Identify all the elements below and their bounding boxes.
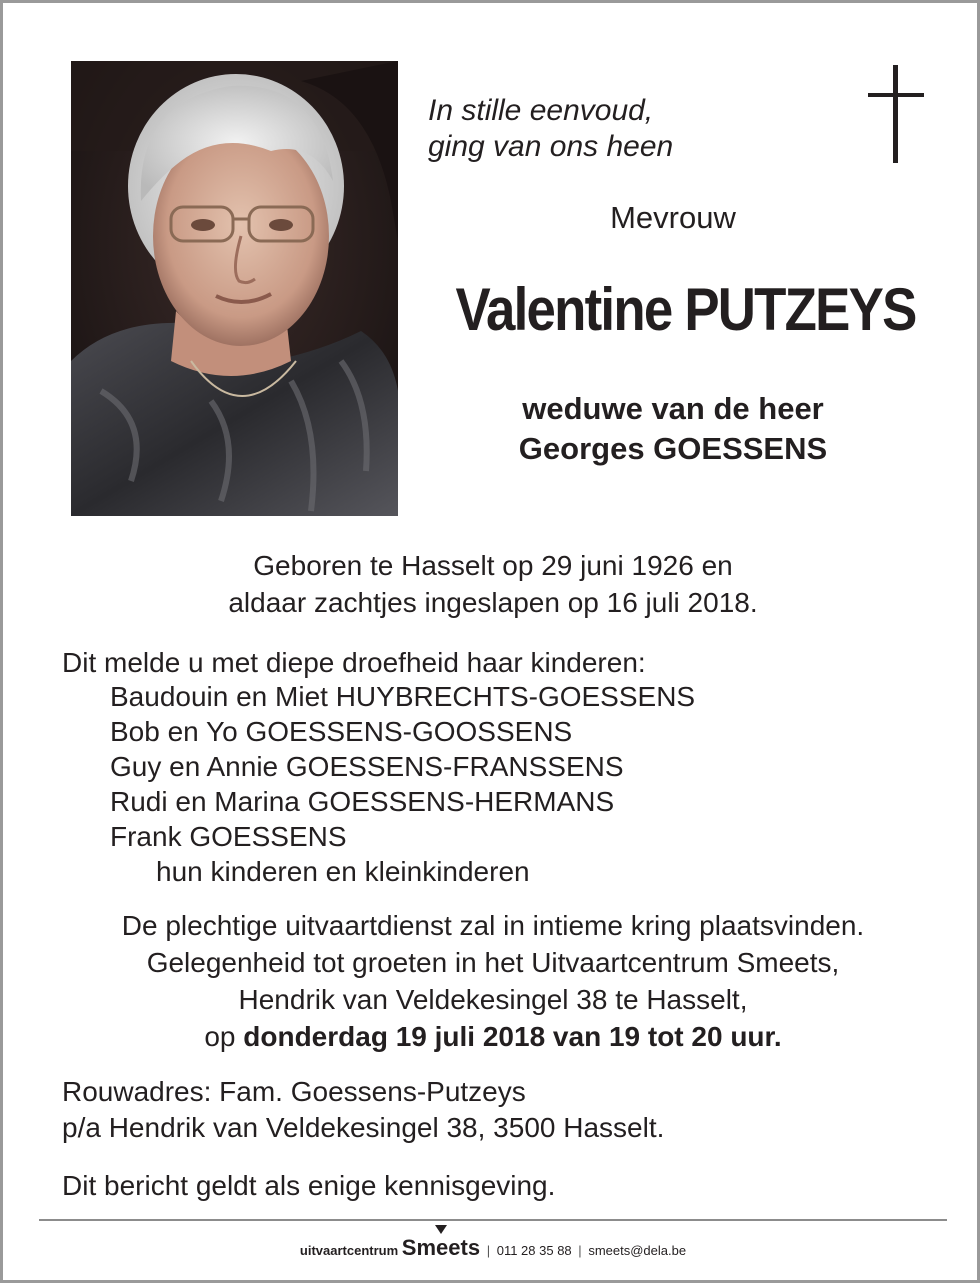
- triangle-icon: [435, 1225, 447, 1234]
- service-line-2: Gelegenheid tot groeten in het Uitvaartcentrum Smeets,: [146, 947, 840, 978]
- children-list: [110, 679, 695, 854]
- service-date: donderdag 19 juli 2018 van 19 tot 20 uur.: [243, 1021, 782, 1052]
- list-item: Guy en Annie GOESSENS-FRANSSENS: [110, 751, 624, 782]
- footer: [3, 1235, 980, 1261]
- intro-line-2: ging van ons heen: [428, 130, 674, 163]
- funeral-service-info: [3, 907, 980, 1055]
- list-item: Baudouin en Miet HUYBRECHTS-GOESSENS: [110, 681, 696, 712]
- address-line-1: Rouwadres: Fam. Goessens-Putzeys: [62, 1076, 526, 1107]
- list-item: Rudi en Marina GOESSENS-HERMANS: [110, 786, 615, 817]
- list-item: Frank GOESSENS: [110, 821, 347, 852]
- service-line-3: Hendrik van Veldekesingel 38 te Hasselt,: [238, 984, 748, 1015]
- mourning-address: [62, 1074, 664, 1146]
- footer-email[interactable]: smeets@dela.be: [588, 1243, 687, 1258]
- service-date-prefix: op: [204, 1021, 244, 1052]
- announcement-lead: Dit melde u met diepe droefheid haar kinderen:: [62, 647, 646, 678]
- deceased-name: Valentine PUTZEYS: [455, 276, 916, 343]
- born-line-2: aldaar zachtjes ingeslapen op 16 juli 2018.: [228, 587, 758, 618]
- spouse-info: [423, 389, 923, 469]
- service-line-4: [3, 1018, 980, 1055]
- footer-divider: [39, 1219, 947, 1221]
- brand-name: Smeets: [401, 1235, 481, 1260]
- service-line-1: De plechtige uitvaartdienst zal in intieme kring plaatsvinden.: [121, 910, 865, 941]
- cross-icon: [865, 65, 927, 163]
- separator: |: [578, 1243, 582, 1258]
- address-line-2: p/a Hendrik van Veldekesingel 38, 3500 Hasselt.: [62, 1112, 665, 1143]
- separator: |: [486, 1243, 491, 1258]
- notice-text: Dit bericht geldt als enige kennisgeving.: [62, 1170, 556, 1201]
- honorific: Mevrouw: [610, 200, 736, 235]
- footer-phone: 011 28 35 88: [496, 1243, 572, 1258]
- list-item: Bob en Yo GOESSENS-GOOSSENS: [110, 716, 573, 747]
- brand-logo: [402, 1235, 480, 1260]
- born-line-1: Geboren te Hasselt op 29 juni 1926 en: [253, 550, 733, 581]
- brand-prefix: uitvaartcentrum: [299, 1243, 399, 1258]
- portrait-photo: [71, 61, 398, 516]
- grandchildren-line: hun kinderen en kleinkinderen: [156, 856, 530, 887]
- spouse-line-2: Georges GOESSENS: [518, 431, 828, 466]
- spouse-line-1: weduwe van de heer: [522, 391, 824, 426]
- birth-death-info: [3, 547, 980, 621]
- intro-line-1: In stille eenvoud,: [428, 94, 654, 127]
- intro-text: [428, 93, 673, 165]
